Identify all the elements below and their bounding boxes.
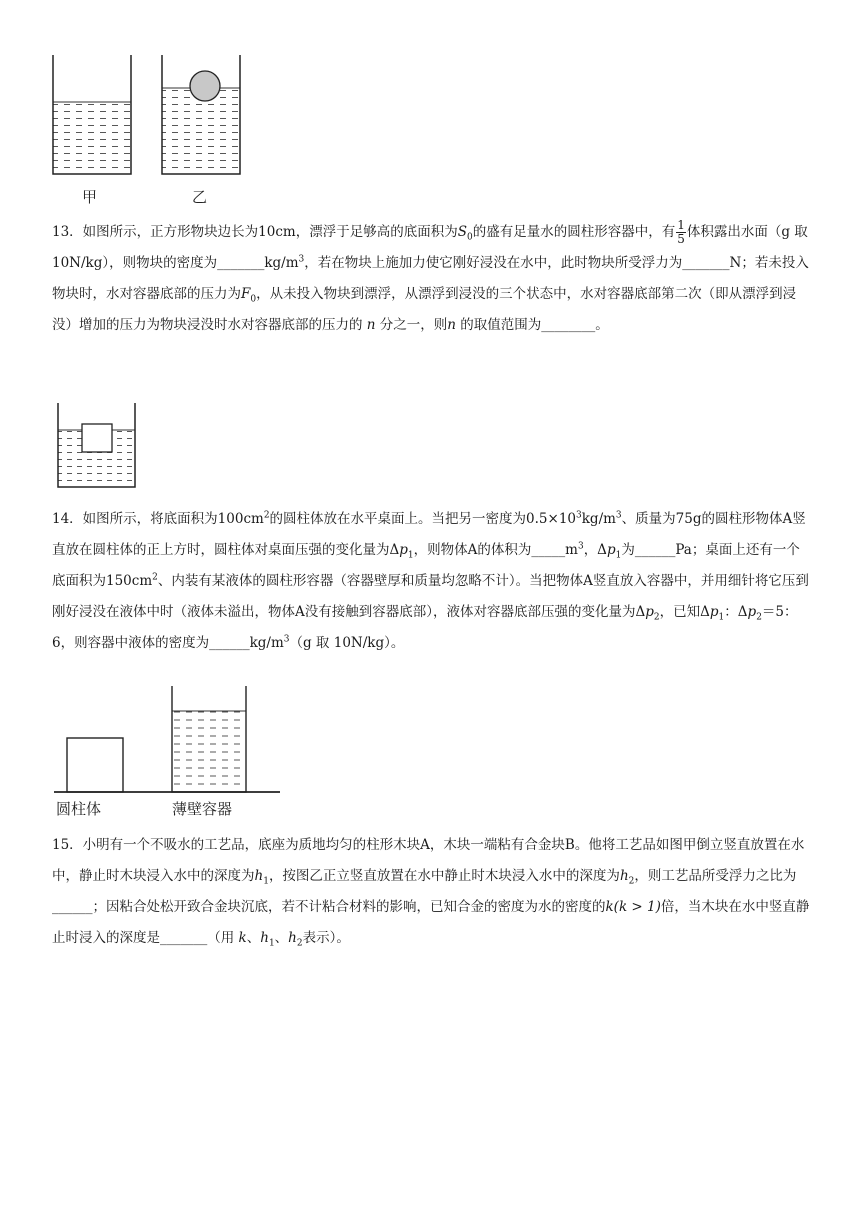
q13-f0: F [241,286,251,302]
question-15 [52,830,812,954]
figure-cylinder-container [52,684,282,796]
q15-h1-b: h [260,930,269,946]
q14-text-6: ，Δ [583,542,607,558]
q15-text-4: 倍，当木块在水中竖直静止时浸入的深度是_______（用 [52,899,810,946]
q14-dp1-b-sub: 1 [615,550,622,561]
q15-h2-b-sub: 2 [296,938,303,949]
q15-h1-a: h [254,868,264,884]
q14-dp2-b-sub: 2 [756,612,762,623]
q14-dp1-a-sub: 1 [407,550,414,561]
q14-dp2-b: p [747,604,757,620]
q14-text-12: （g 取 10N/kg）。 [289,635,405,651]
figure-label-container: 薄壁容器 [172,800,233,818]
q15-sep-1: 、 [246,930,261,946]
q15-h2-a: h [619,868,629,884]
solid-cylinder [67,738,123,792]
q15-text-3: ，则工艺品所受浮力之比为______；因粘合处松开致合金块沉底，若不计粘合材料的影响，已知合金的密度为水的密度的 [52,868,797,915]
container-jia [53,55,131,174]
q14-sup-2: 3 [576,510,582,521]
q13-text-1: 13．如图所示，正方形物块边长为10cm，漂浮于足够高的底面积为 [52,224,458,240]
q13-n-1: n [366,317,376,333]
fraction-one-fifth [676,219,686,246]
q14-text-1: 14．如图所示，将底面积为100cm [52,511,264,527]
q14-sup-6: 3 [283,634,290,645]
q15-text-5: 表示）。 [302,930,350,946]
figure-floating-cube [55,400,145,492]
floating-cube [82,424,112,452]
question-13 [52,217,812,341]
q15-k-expression: k(k > 1) [605,899,661,915]
q15-h1-a-sub: 1 [263,876,269,887]
figure-label-cylinder: 圆柱体 [56,800,102,818]
q14-text-11: ＝5：6，则容器中液体的密度为______kg/m [52,604,798,651]
q14-sup-4: 3 [577,541,584,552]
q13-text-3: 体积露出水面（g 取 10N/kg），则物块的密度为_______kg/m [52,224,808,271]
q14-sup-3: 3 [615,510,622,521]
q13-text-4: ，若在物块上施加力使它刚好浸没在水中，此时物块所受浮力为_______N；若未投入物块时，水对容器底部的压力为 [52,255,809,302]
q14-dp2-a-sub: 2 [653,612,660,623]
container-yi [162,55,240,174]
figure-label-jia: 甲 [82,188,98,206]
q14-sup-5: 2 [152,572,158,583]
q14-dp1-b: p [606,542,616,558]
q15-k: k [238,930,247,946]
floating-ball [190,71,220,101]
q15-h2-a-sub: 2 [628,876,635,887]
q13-text-5: ，从未投入物块到漂浮，从漂浮到浸没的三个状态中，水对容器底部第二次（即从漂浮到浸没）增加的压力为物块浸没时水对容器底部的压力的 [52,286,797,333]
q14-text-8: 、内装有某液体的圆柱形容器（容器壁厚和质量均忽略不计）。当把物体A竖直放入容器中，并用细针将它压到刚好浸没在液体中时（液体未溢出，物体A没有接触到容器底部），液体对容器底部压强的变化量为Δ [52,573,809,620]
q13-s0-sub: 0 [466,232,473,243]
question-14 [52,504,812,659]
q15-h1-b-sub: 1 [268,938,275,949]
fraction-denominator: 5 [677,232,685,246]
q15-text-2: ，按图乙正立竖直放置在水中静止时木块浸入水中的深度为 [268,868,620,884]
q13-text-2: 的盛有足量水的圆柱形容器中，有 [472,224,676,240]
q14-dp1-c: p [709,604,719,620]
fraction-numerator: 1 [677,218,685,232]
q14-text-9: ，已知Δ [659,604,710,620]
q13-s0: S [457,224,467,240]
q14-dp1-c-sub: 1 [718,612,725,623]
q14-dp2-a: p [645,604,654,620]
q14-text-4: 、质量为75g的圆柱形物体A竖直放在圆柱体的正上方时，圆柱体对桌面压强的变化量为Δ [52,511,806,558]
q13-unit-sup: 3 [298,254,305,265]
q14-text-5: ，则物体A的体积为_____m [413,542,578,558]
figure-label-yi: 乙 [192,188,208,206]
q13-f0-sub: 0 [250,294,257,305]
q14-text-3: kg/m [581,511,616,527]
q15-text-1: 15．小明有一个不吸水的工艺品，底座为质地均匀的柱形木块A，木块一端粘有合金块B。他将工艺品如图甲倒立竖直放置在水中，静止时木块浸入水中的深度为 [52,837,805,884]
q14-sup-1: 2 [263,510,270,521]
q14-text-10: ：Δ [724,604,748,620]
q15-h2-b: h [288,930,297,946]
q14-dp1-a: p [399,542,408,558]
q13-text-6: 分之一，则 [379,317,448,333]
q14-text-7: 为______Pa；桌面上还有一个底面积为150cm [52,542,800,589]
q14-text-2: 的圆柱体放在水平桌面上。当把另一密度为0.5×10 [269,511,577,527]
q13-n-2: n [447,317,456,333]
q15-sep-2: 、 [274,930,289,946]
q13-text-7: 的取值范围为________。 [460,317,609,333]
figure-jia-yi [50,52,250,212]
